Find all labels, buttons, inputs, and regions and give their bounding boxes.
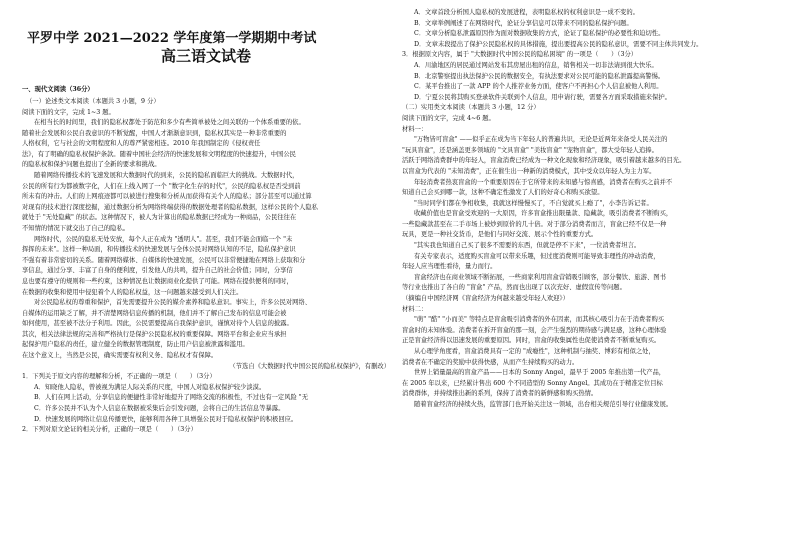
instruction: 阅读下面的文字，完成 4~6 题。 — [402, 114, 495, 122]
passage-line: 在数据的收集和使用中侵犯着个人的隐私权益，这一问题越来越受到人们关注。 — [22, 288, 243, 296]
material-label: 材料二： — [402, 305, 428, 313]
material-line: 玩具，更是一种社交货币，是他们与同好交流、展示个性的重要方式。 — [402, 231, 598, 239]
option-item: B．北京警察提出执法保护公民的数据安全，有执法要求对公民可能的隐私泄露提高警惕。 — [414, 72, 665, 80]
passage-line: 享信息，通过分享、丰富了自身的便利度，引发他人的共鸣，提升自己的社会价值；同时，分享信 — [22, 267, 293, 275]
passage-line: 随着社会发展和公民自我意识的不断觉醒，中国人才渐渐意识到，隐私权其实是一种非常重要的 — [22, 129, 287, 137]
material-line: 收藏价值也是盲盒受欢迎的一大原因，许多盲盒推出限量款、隐藏款，吸引消费者不断购买， — [414, 210, 673, 218]
option-item: D．快速发展的网络让信息传播更快，能够利用各种工具增强公民对于隐私权保护的积极回应。 — [34, 415, 298, 423]
material-line: 在 2005 年以来，已经累计售出 600 个不同造型的 Sonny Angel。其成功在于精准定位目标 — [402, 379, 663, 387]
material-line: 有关专家表示，适度购买盲盒可以带来乐趣，但过度消费则可能导致非理性的冲动消费， — [414, 252, 660, 260]
passage-line: 其次，相关法律法规的完善和严格执行是保护公民隐私权的重要保障。网络平台和企业应当承担 — [22, 330, 287, 338]
passage — [22, 118, 390, 436]
material-line: 盲盒经济也在商业领域不断拓展，一些商家利用盲盒营销吸引顾客，部分餐饮、旅游、图书 — [414, 273, 666, 281]
option-item: D．宁夏公民将其购买登录软件关联到个人信息，用申请行驶，需要各方面采取措施来保护。 — [414, 93, 671, 101]
passage-line: 就处于 "无处隐藏" 的状态。这种情况下，被人为计算出的隐私数据已经成为一种商品，公民往往在 — [22, 214, 297, 222]
passage-line: 在这个意义上，当然是公民，确实需要有权利义务、隐私权才有保障。 — [22, 352, 218, 360]
option-item: B．文章举例阐述了在网络时代，论证分享信息可以带来不同的隐私保护问题。 — [414, 19, 633, 27]
exam-subtitle: 高三语文试卷 — [160, 47, 251, 65]
passage-line: 网络时代，公民的隐私无处安放，每个人正在成为 "透明人"。甚至，我们不能会面临一个 "未 — [34, 235, 293, 243]
passage-line: 在相当长的时间里，我们的隐私权都处于防范和多少有些简单被处之间关联的一个体系重要的依。 — [34, 119, 305, 126]
material-line: 盲盒时的未知体验。消费者在拆开盲盒的那一刻，会产生强烈的期待感与满足感，这种心理体验 — [402, 326, 667, 334]
exam-title: 平罗中学 2021—2022 学年度第一学期期中考试 — [27, 31, 317, 46]
passage-line: 如何使用，甚至被不法分子利用。因此，公民需要提高自我保护意识，谨慎对待个人信息的披露。 — [22, 320, 293, 328]
material-line: 等行业也推出了各自的 "盲盒" 产品，然而也出现了以次充好、虚假宣传等问题。 — [402, 284, 626, 292]
material-line: 从心理学角度看，盲盒消费具有一定的 "成瘾性"，这种机制与抽奖、博彩有相似之处， — [414, 348, 655, 355]
option-item: A．川渝地区的居民通过网站发布其房屋出租的信息，销售相关一切非法请到很大快乐。 — [414, 61, 658, 69]
material-line: 以盲盒为代表的 "未知消费"，正在催生出一种新的消费模式，其中受众以年轻人为主力军。 — [402, 167, 656, 175]
material-label: 材料一： — [402, 125, 428, 133]
source-note: （节选自《大数据时代中国公民的隐私权保护》，有删改） — [229, 362, 390, 370]
option-item: B．人们在网上活动，分享信息的便捷性非常好地提升了网络交流的积极性，不过也有一定风险 "无 — [34, 394, 308, 402]
passage-line: 的隐私权和保护问题也提出了全新的要求和挑战。 — [22, 161, 161, 169]
right-content — [402, 8, 776, 411]
material-line: 年轻消费者热衷盲盒的一个重要原因在于它所带来的未知感与惊喜感，消费者在购买之前并不 — [414, 178, 673, 186]
question-2: 2．下列对原文论证的相关分析，正确的一项是（ ）（3分） — [22, 426, 197, 434]
passage-line: 法》，有了明确的隐私权保护条款。随着中国社会经济的快速发展和文明程度的快速提升，中国公民 — [22, 150, 296, 158]
passage-line: 不知情的情况下就交出了自己的隐私。 — [22, 224, 130, 232]
material-line: 世界上销量最高的盲盒产品——日本的 Sonny Angel，最早于 2005 年推出第一代产品， — [414, 369, 666, 377]
passage-line: 不强有着非常密切的关系。随着网络媒体、自媒体的快速发展，公民可以非常便捷地在网络上获取和分 — [22, 256, 306, 264]
material-line: 知道自己会买到哪一款，这种不确定性激发了人们的好奇心和购买欲望。 — [402, 189, 604, 197]
passage-line: 随着网络传播技术的飞速发展和大数据时代的到来，公民的隐私面临巨大的挑战。大数据时代， — [34, 171, 299, 179]
option-item: A．文章首段分析国人隐私权的发展进程，表明隐私权的权利意识是一成不变的。 — [414, 9, 639, 16]
question-3: 3．根据原文内容，属于 "大数据时代中国公民的隐私困境" 的一项是（ ）（3分） — [402, 51, 638, 59]
left-column — [22, 0, 390, 550]
material-line: "万物皆可盲盒" ——似乎正在成为当下年轻人的普遍共识，无论是近两年来备受人民关注的 — [414, 136, 668, 144]
material-line: 年轻人应当理性看待，量力而行。 — [402, 263, 497, 271]
material-line: "玩具盲盒"，还是涵盖更多领域的 "文具盲盒" "美妆盲盒" "宠物盲盒"，都大受年轻人追捧。 — [402, 146, 658, 154]
material-line: "其实我也知道自己买了很多不需要的东西，但就是停不下来"，一位消费者坦言。 — [414, 242, 641, 250]
option-item: A．知晓他人隐私，曾被视为满足人际关系的尺度，中国人对隐私权保护较少淡漠。 — [34, 383, 266, 391]
passage-line: 所未有的冲击。人们的上网痕迹都可以被进行搜集和分析从而获得有关个人的隐私；部分甚至可以通过算 — [22, 193, 312, 201]
passage-line: 自媒体的运用缺乏了解，并不清楚网络信息传播的机制，他们并不了解自己发布的信息可能会被 — [22, 309, 287, 317]
instruction: 阅读下面的文字，完成 1~3 题。 — [22, 109, 115, 116]
material-line: "萌" "酷" "小而美" 等特点是盲盒吸引消费者的外在因素，而其核心吸引力在于消费者购买 — [414, 316, 665, 324]
subsection-heading: （一）论述类文本阅读（本题共 3 小题，9 分） — [26, 98, 160, 105]
option-item: D．文章末段提出了保护公民隐私权的具体措施，提出要提高公民的隐私意识，需要不同主体共同发力。 — [414, 40, 703, 48]
material-line: "当时同学们都在争相收集，我就这样慢慢买了，不自觉就买上瘾了"，小李告诉记者。 — [414, 199, 653, 207]
passage-line: 对现有的技术进行深度挖掘，通过数据分析为网络终端获得的数据处理者的隐私数据，这样公民的个人隐私 — [22, 203, 318, 211]
material-line: 一些隐藏款甚至在二手市场上被炒到原价的几十倍。对于部分消费者而言，盲盒已经不仅是一种 — [402, 220, 667, 228]
material-line: （摘编自中国经济网《盲盒经济为何越来越受年轻人欢迎》） — [402, 295, 569, 303]
material-line: 活跃于网络消费群中的年轻人，盲盒消费已经成为一种文化现象和经济现象，吸引着越来越多的目光。 — [402, 157, 686, 165]
passage-line: 对公民隐私权的尊重和保护，首先需要提升公民的媒介素养和隐私意识。事实上，许多公民对网络、 — [34, 299, 312, 307]
option-item: C．某平台推出了一款 APP 的个人推荐业务方面，使客户不再担心个人信息被他人利用。 — [414, 83, 663, 91]
passage-line: 息也要有遵守的规则和一些约束，这种情况也让数据商业化提供了可能。网络在提供便利的同时， — [22, 277, 293, 285]
section-heading: 一、现代文阅读（36分） — [22, 86, 94, 93]
option-item: C．许多公民并不认为个人信息在数据被采集后会引发问题，会将自己的生活信息等暴露。 — [34, 405, 285, 413]
passage-line: 起保护用户隐私的责任，建立健全的数据管理制度，防止用户信息被泄露和滥用。 — [22, 341, 249, 349]
subsection-heading: （二）实用类文本阅读（本题共 3 小题，12 分） — [402, 104, 540, 112]
material-line: 正是盲盒经济得以迅速发展的重要原因。同时，盲盒的收集属性也促使消费者不断重复购买。 — [402, 337, 661, 345]
passage-line: 挥挥的未来"。这样一种局面，和传播技术的快速发展与全体公民对网络认知的不足，隐私保护意识 — [22, 246, 296, 254]
right-column — [402, 0, 776, 550]
material-line: 消费者在不确定的奖励中获得快感，从而产生持续购买的动力。 — [402, 358, 579, 366]
passage-line: 人格权利，它与社会的文明程度和人的尊严紧密相连。2010 年我国制定的《侵权责任 — [22, 140, 261, 148]
material-line: 随着盲盒经济的持续火热，监管部门也开始关注这一领域，出台相关规范引导行业健康发展。 — [414, 400, 673, 408]
passage-line: 公民的所有行为都被数字化，人们在上线入网了一个 "数字化生存的时代"，公民的隐私权是否受到前 — [22, 182, 301, 190]
material-line: 消费群体，并持续推出新的系列，保持了消费者的新鲜感和购买热情。 — [402, 390, 598, 398]
question-1: 1．下列关于原文内容的理解和分析，不正确的一项是（ ）（3分） — [22, 373, 216, 381]
option-item: C．文章分析隐私泄露原因作为面对数据收集的方式，论证了隐私保护的必要性和迫切性。 — [414, 30, 665, 38]
